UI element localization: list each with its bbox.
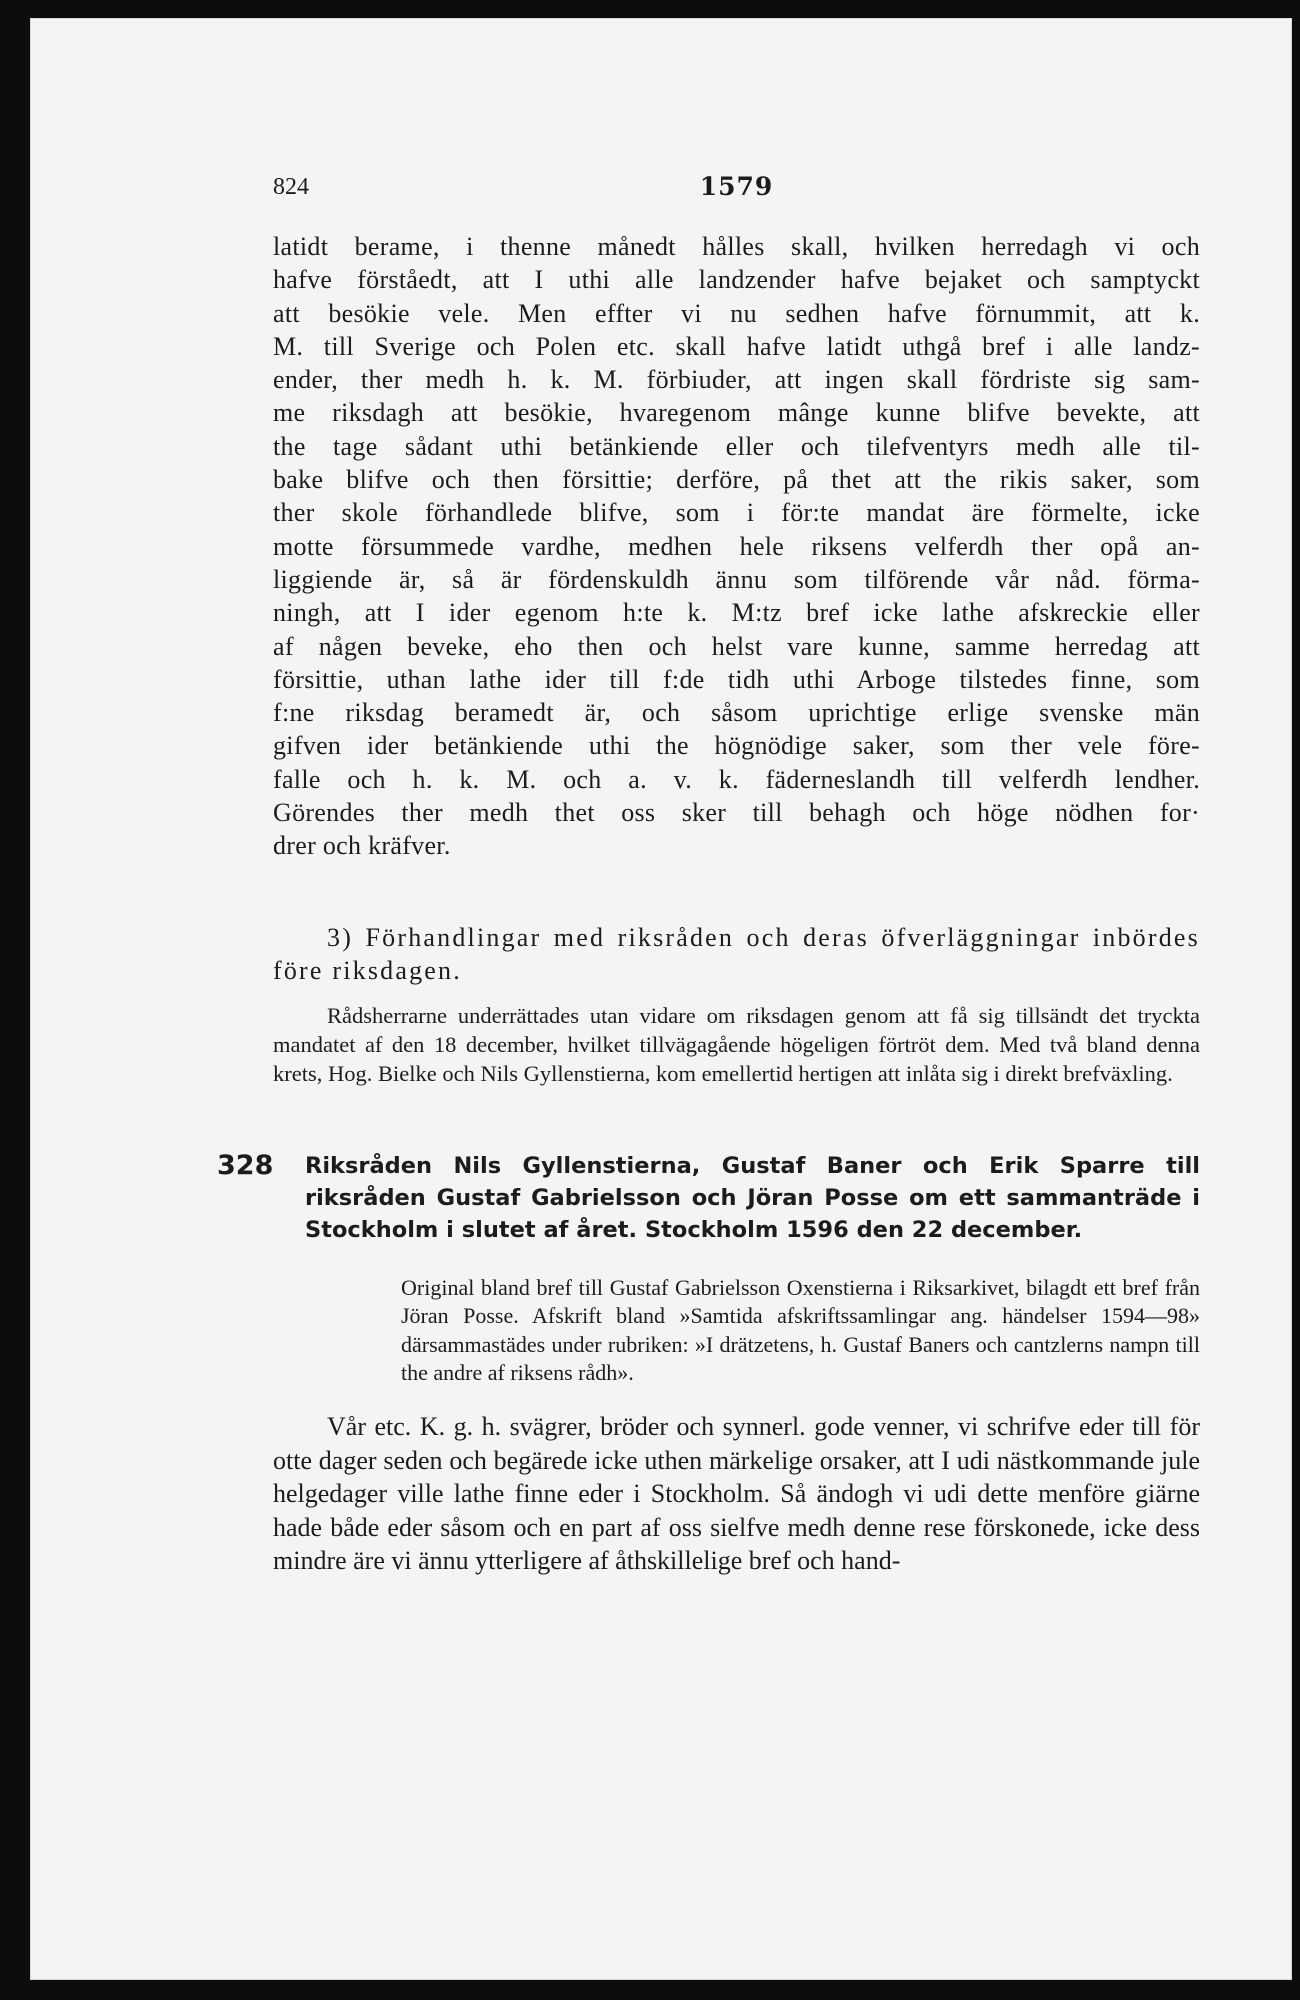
text-line: af någen beveke, eho then och helst vare kunne, samme herredag att [273,631,1200,661]
text-line: bake blifve och then försittie; derföre, på thet att the rikis saker, som [273,465,1200,495]
text-line: motte försummede vardhe, medhen hele riksens velferdh ther opå an- [273,531,1200,561]
text-line: liggiende är, så är fördenskuldh ännu som tilförende vår nåd. förma- [273,564,1200,594]
document-number: 328 [217,1149,274,1181]
section-heading: 3) Förhandlingar med riksråden och deras öfverläggningar inbördes före riksdagen. [273,922,1200,985]
text-line: gifven ider betänkiende uthi the högnödige saker, som ther vele före- [273,731,1200,761]
text-line: the tage sådant uthi betänkiende eller och tilefventyrs medh alle til- [273,431,1200,461]
document-title: Riksråden Nils Gyllenstierna, Gustaf Baner och Erik Sparre till riksråden Gustaf Gabrielsson och Jöran Posse om ett sammanträde i Stockholm i slutet af året. Stockholm 1596 den 22 december. [305,1152,1200,1243]
document-source-note: Original bland bref till Gustaf Gabrielsson Oxenstierna i Riksarkivet, bilagdt ett bref från Jöran Posse. Afskrift bland »Samtida afskriftssamlingar ang. händelser 1594—98» därsammastädes under rubriken: »I drätzetens, h. Gustaf Baners och cantzlerns nampn till the andre af riksens rådh». [401,1274,1200,1386]
page-header [273,168,1200,208]
text-line: ender, ther medh h. k. M. förbiuder, att ingen skall fördriste sig sam- [273,365,1200,395]
text-line: M. till Sverige och Polen etc. skall hafve latidt uthgå bref i alle landz- [273,331,1200,361]
text-line: Görendes ther medh thet oss sker till behagh och höge nödhen for· [273,798,1200,828]
text-line: ningh, att I ider egenom h:te k. M:tz bref icke lathe afskreckie eller [273,598,1200,628]
page-year: 1579 [699,172,774,201]
continuation-paragraph [273,230,1200,863]
document-entry [217,1149,1200,1578]
text-line: me riksdagh att besökie, hvaregenom mânge kunne blifve bevekte, att [273,398,1200,428]
text-column [217,168,1200,1578]
page-number: 824 [273,174,309,200]
section-paragraph: Rådsherrarne underrättades utan vidare om riksdagen genom att få sig tillsändt det tryckta mandatet af den 18 december, hvilket tillvägagående högeligen förtröt dem. Med två bland denna krets, Hog. Bielke och Nils Gyllenstierna, kom emellertid hertigen att inlåta sig i direkt brefväxling. [273,1002,1200,1086]
text-line: ther skole förhandlede blifve, som i för:te mandat äre förmelte, icke [273,498,1200,528]
document-page [30,18,1292,1980]
text-line: försittie, uthan lathe ider till f:de tidh uthi Arboge tilstedes finne, som [273,664,1200,694]
letter-text: Vår etc. K. g. h. svägrer, bröder och synnerl. gode venner, vi schrifve eder till för otte dager seden och begärede icke uthen märkelige orsaker, att I udi nästkommande jule helgedager ville lathe finne eder i Stockholm. Så ändogh vi udi dette menföre giärne hade både eder såsom och en part af oss sielfve medh denne rese förskonede, icke dess mindre äre vi ännu ytterligere af åthskillelige bref och hand- [273,1412,1200,1576]
text-line: falle och h. k. M. och a. v. k. fäderneslandh till velferdh lendher. [273,764,1200,794]
text-line: att besökie vele. Men effter vi nu sedhen hafve förnummit, att k. [273,298,1200,328]
text-line: hafve förståedt, att I uthi alle landzender hafve bejaket och samptyckt [273,265,1200,295]
text-line: drer och kräfver. [273,831,451,861]
text-line: latidt berame, i thenne månedt hålles skall, hvilken herredagh vi och [273,232,1200,261]
text-line: f:ne riksdag beramedt är, och såsom uprichtige erlige svenske män [273,698,1200,728]
